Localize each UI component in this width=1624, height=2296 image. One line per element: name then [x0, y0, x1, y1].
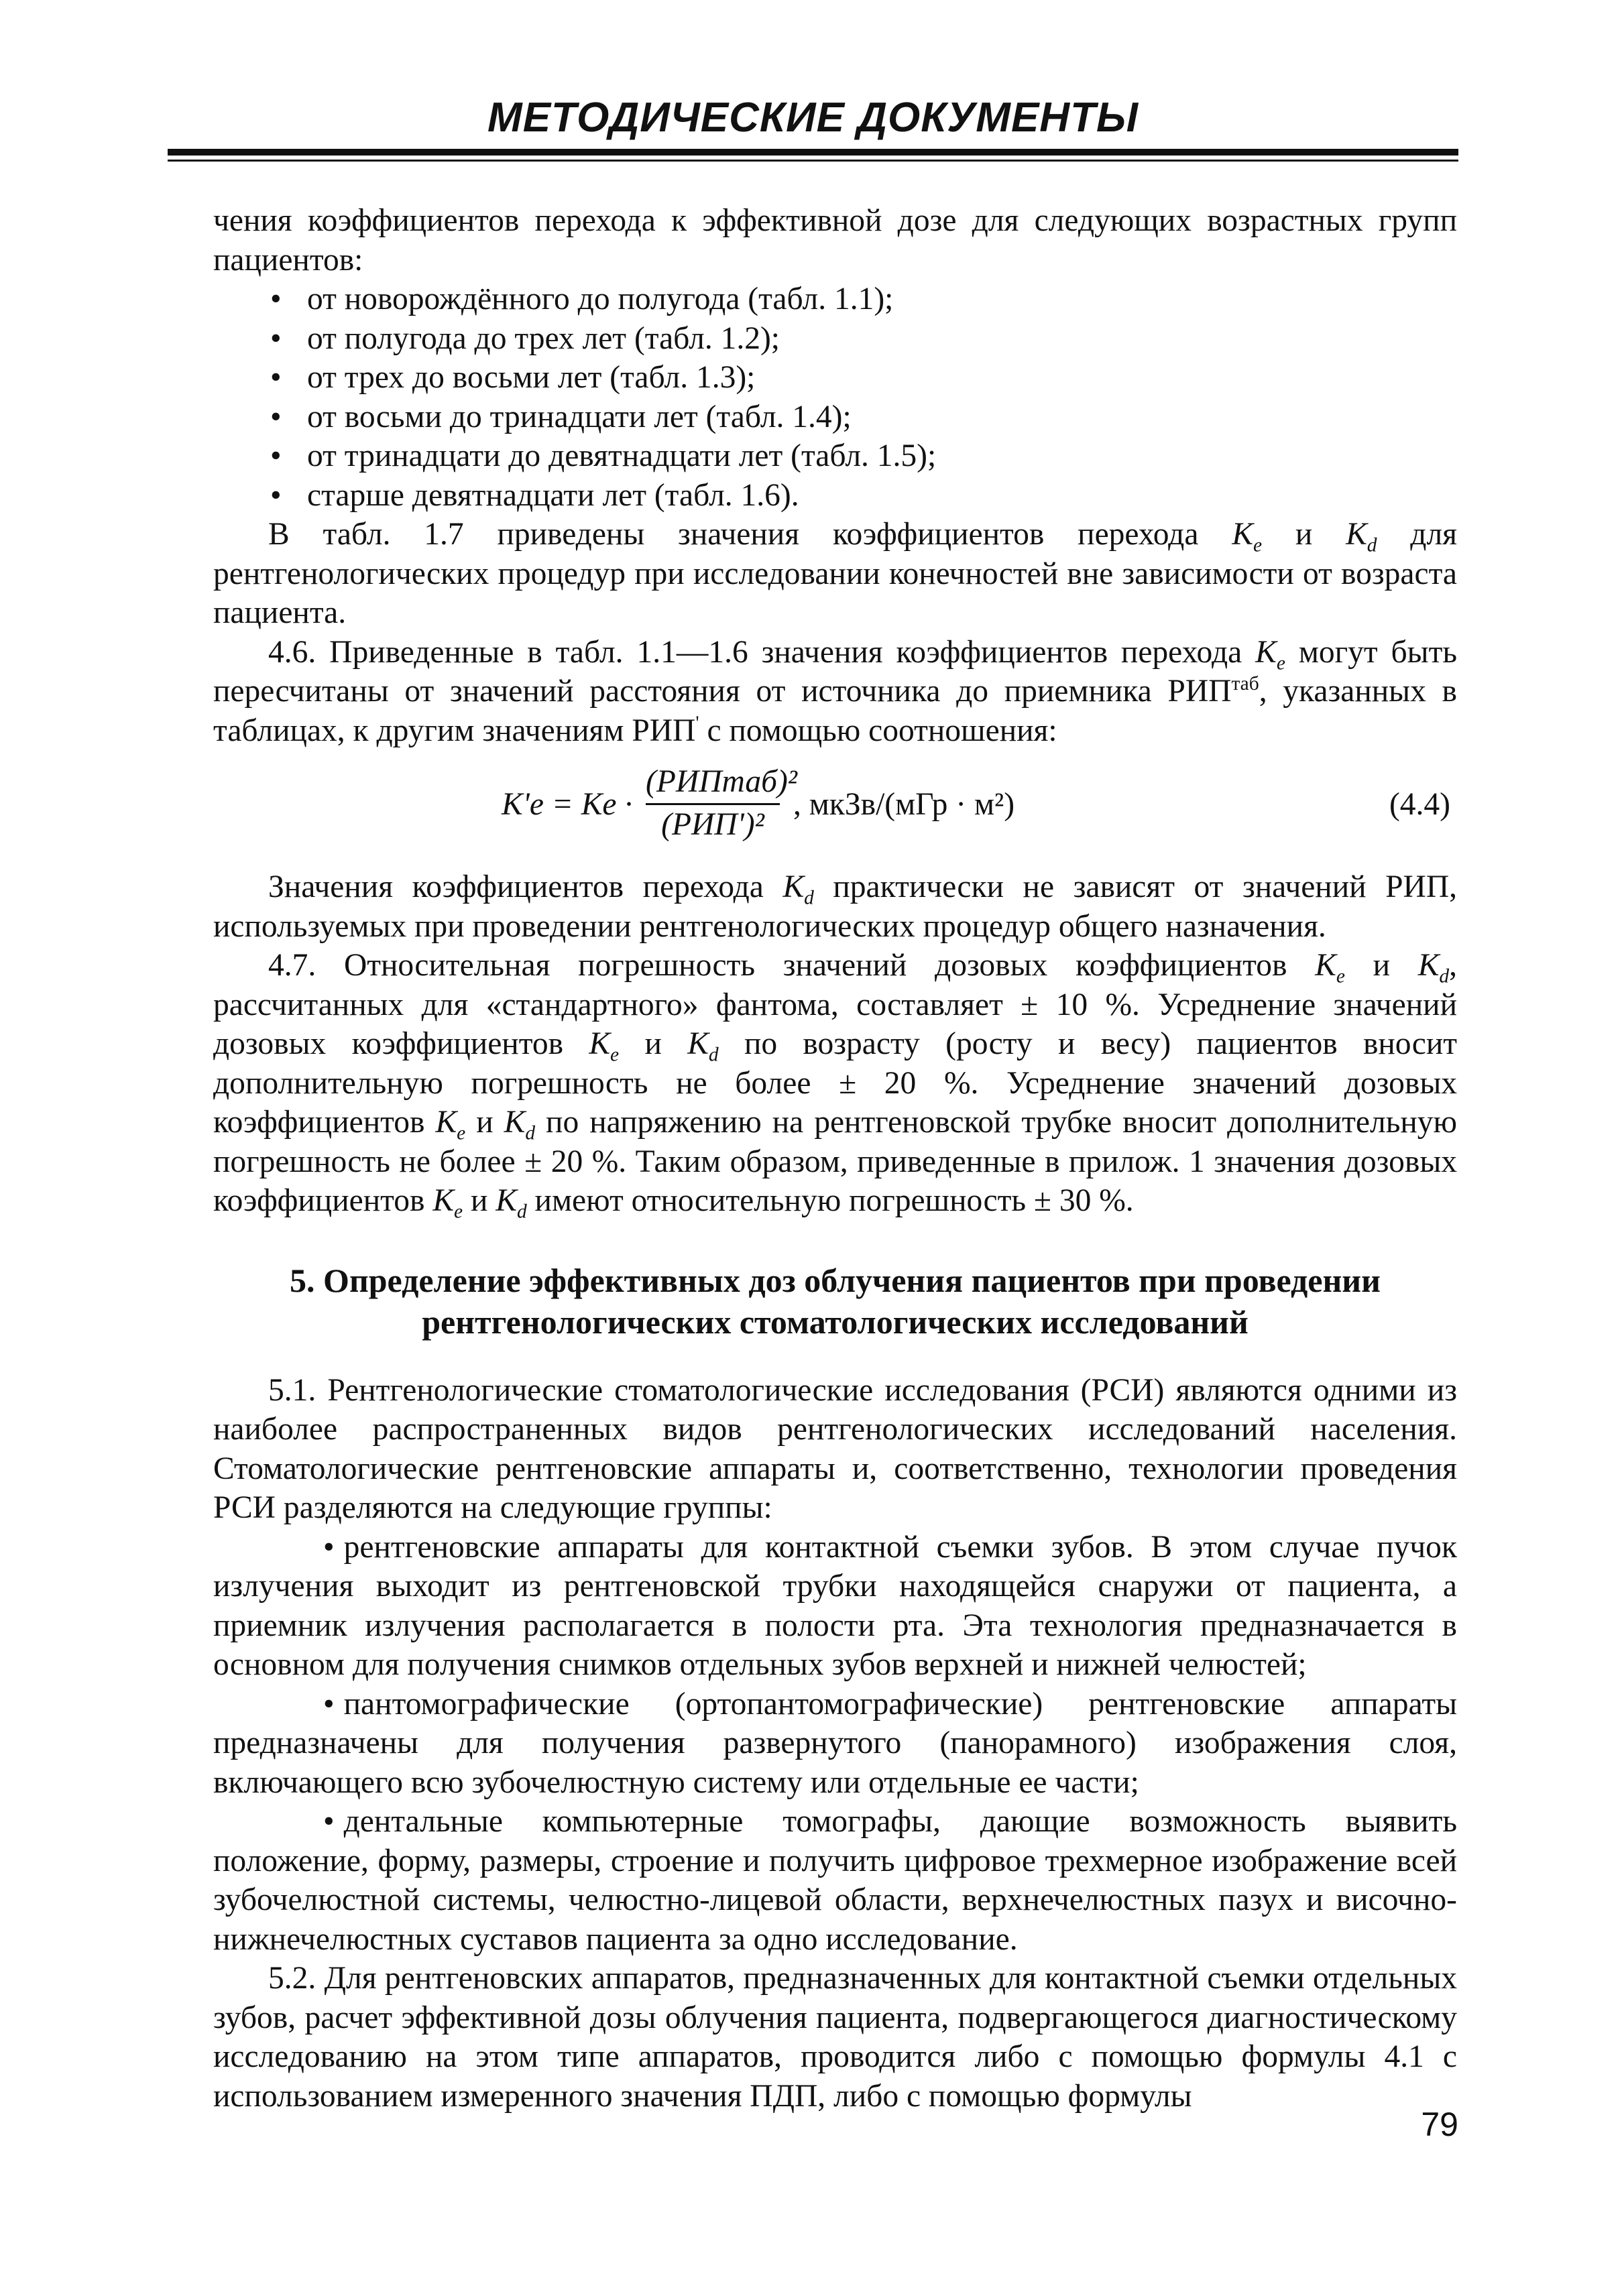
paragraph-table-1-7: В табл. 1.7 приведены значения коэффициентов перехода $K_e$ и $K_d$ для рентгенологических процедур при исследовании конечностей вне зависимости от возраста пациента.: [213, 517, 1458, 630]
paragraph-kd: Значения коэффициентов перехода $K_d$ практически не зависят от значений РИП, используемых при проведении рентгенологических процедур общего назначения.: [213, 869, 1457, 944]
list-item: • от тринадцати до девятнадцати лет (табл. 1.5);: [213, 436, 1457, 476]
formula-denominator: (РИП')²: [661, 806, 764, 842]
list-item: • пантомографические (ортопантомографические) рентгеновские аппараты предназначены для получения развернутого (панорамного) изображения слоя, включающего всю зубочелюстную систему или отдельные ее части;: [213, 1685, 1457, 1803]
formula-numerator: (РИПтаб)²: [646, 762, 780, 805]
list-item: • рентгеновские аппараты для контактной съемки зубов. В этом случае пучок излучения выходит из рентгеновской трубки находящейся снаружи от пациента, а приемник излучения располагается в полости рта. Эта технология предназначается в основном для получения снимков отдельных зубов верхней и нижней челюстей;: [213, 1528, 1457, 1685]
bullet-icon: •: [323, 1686, 335, 1721]
page-number: 79: [1421, 2106, 1458, 2143]
list-item: • старше девятнадцати лет (табл. 1.6).: [213, 476, 1457, 516]
body-text: [213, 201, 1457, 2116]
list-item: • от новорождённого до полугода (табл. 1.1);: [213, 280, 1457, 319]
bullet-icon: •: [323, 1529, 335, 1565]
header-rule-thin: [168, 160, 1458, 162]
section-heading: 5. Определение эффективных доз облучения пациентов при проведении рентгенологических стоматологических исследований: [290, 1261, 1381, 1341]
running-header: МЕТОДИЧЕСКИЕ ДОКУМЕНТЫ: [487, 95, 1139, 141]
paragraph-4-6: 4.6. Приведенные в табл. 1.1—1.6 значения коэффициентов перехода $K_e$ могут быть пересчитаны от значений расстояния от источника до приемника $РИП^{таб}$, указанных в таблицах, к другим значениям РИП' с помощью соотношения:: [213, 634, 1458, 748]
list-item: • дентальные компьютерные томографы, дающие возможность выявить положение, форму, размеры, строение и получить цифровое трехмерное изображение всей зубочелюстной системы, челюстно-лицевой области, верхнечелюстных пазух и височно-нижнечелюстных суставов пациента за одно исследование.: [213, 1802, 1457, 1959]
formula-fraction: [646, 762, 798, 844]
paragraph-5-1: 5.1. Рентгенологические стоматологические исследования (РСИ) являются одними из наиболее распространенных видов рентгенологических исследований населения. Стоматологические рентгеновские аппараты и, соответственно, технологии проведения РСИ разделяются на следующие группы:: [213, 1372, 1457, 1525]
formula-number: (4.4): [1389, 787, 1450, 822]
formula-unit: , мкЗв/(мГр · м²): [793, 787, 1015, 822]
formula-4-4: [213, 750, 1457, 867]
intro-paragraph: чения коэффициентов перехода к эффективной дозе для следующих возрастных групп пациентов:: [213, 203, 1457, 278]
paragraph-4-7: 4.7. Относительная погрешность значений дозовых коэффициентов $K_e$ и $K_d$, рассчитанных для «стандартного» фантома, составляет ± 10 %. Усреднение значений дозовых коэффициентов $K_e$ и $K_d$ по возрасту (росту и весу) пациентов вносит дополнительную погрешность не более ± 20 %. Усреднение значений дозовых коэффициентов $K_e$ и $K_d$ по напряжению на рентгеновской трубке вносит дополнительную погрешность не более ± 20 %. Таким образом, приведенные в прилож. 1 значения дозовых коэффициентов $K_e$ и $K_d$ имеют относительную погрешность ± 30 %.: [213, 948, 1458, 1223]
list-item: • от трех до восьми лет (табл. 1.3);: [213, 358, 1457, 398]
header-rule-thick: [168, 149, 1458, 156]
bullet-icon: •: [323, 1804, 335, 1839]
list-item: • от полугода до трех лет (табл. 1.2);: [213, 319, 1457, 359]
age-group-list: [213, 280, 1457, 515]
formula-lhs: K'e = Ke ·: [502, 787, 633, 822]
paragraph-5-2: 5.2. Для рентгеновских аппаратов, предназначенных для контактной съемки отдельных зубов, расчет эффективной дозы облучения пациента, подвергающегося диагностическому исследованию на этом типе аппаратов, проводится либо с помощью формулы 4.1 с использованием измеренного значения ПДП, либо с помощью формулы: [213, 1961, 1457, 2114]
list-item: • от восьми до тринадцати лет (табл. 1.4);: [213, 398, 1457, 437]
